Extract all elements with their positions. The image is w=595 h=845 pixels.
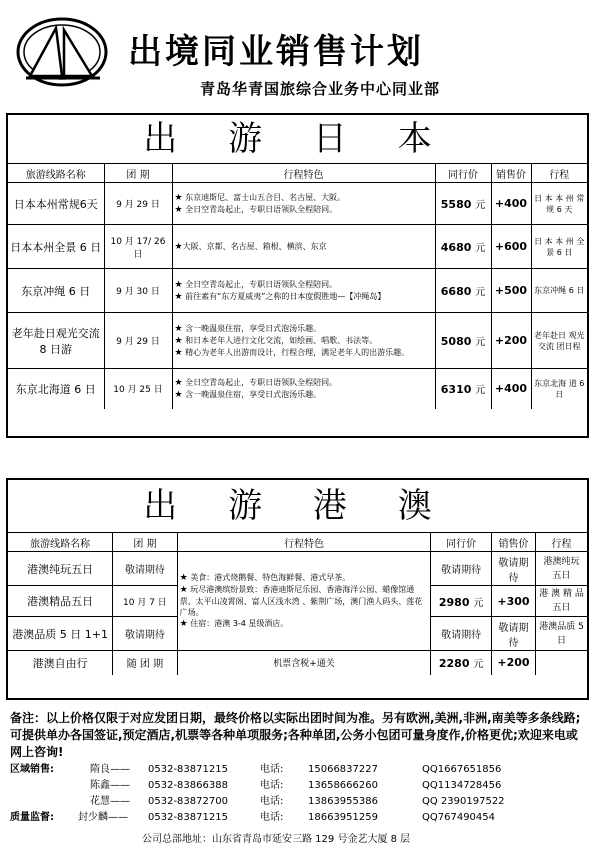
sale-price: +300 [491,586,535,617]
feature-text: 全日空青岛起止，专职日语领队全程陪同。 [185,377,338,387]
japan-section-title: 出 游 日 本 [8,115,587,164]
feature-text: 含一晚温泉住宿，享受日式泡汤乐趣。 [185,389,322,399]
japan-table [8,164,587,409]
hk-section-title: 出 游 港 澳 [8,480,587,533]
table-row [8,552,587,586]
peer-price: 6310 元 [435,369,491,409]
sale-price: +600 [491,225,531,269]
tour-date: 10 月 25 日 [104,369,172,409]
star-icon: ★ [174,279,183,290]
route-name: 老年赴日观光交流 8 日游 [8,313,104,369]
sale-price: 敬请期待 [491,552,535,586]
contact-row: 陈鑫—— 0532-83866388 电话: 13658666260 QQ1134728456 [90,780,502,791]
star-icon: ★ [174,291,183,302]
contact-row: 质量监督: 封少麟—— 0532-83871215 电话: 18663951259 QQ767490454 [10,812,496,823]
star-icon: ★ [174,377,183,388]
hk-macau-section [6,478,589,700]
feature-text: 精心为老年人出游而设计，行程合理，满足老年人的出游乐趣。 [185,347,410,357]
route-name: 东京冲绳 6 日 [8,269,104,313]
feature-text: 东京迪斯尼、富士山五合目、名古屋、大阪。 [185,192,346,202]
tour-date: 9 月 30 日 [104,269,172,313]
itinerary [536,651,587,675]
tour-date: 10 月 17/ 26 日 [104,225,172,269]
features [172,183,435,225]
table-row [8,651,587,675]
table-row [8,183,587,225]
route-name: 港澳自由行 [8,651,113,675]
table-header-row [8,164,587,183]
col-date: 团 期 [104,164,172,183]
feature-text: 玩尽港澳缤纷景致：香港迪斯尼乐园、香港海洋公园、蜡像馆通票、太平山凌霄阁、富人区浅水湾 、紫荆广场，澳门渔人码头、莲花广场。 [179,585,423,617]
route-name: 日本本州常规6天 [8,183,104,225]
features: 机票含税+通关 [177,651,431,675]
route-name: 港澳纯玩五日 [8,552,113,586]
col-sale-price: 销售价 [491,533,535,552]
table-row [8,225,587,269]
feature-text: 含一晚温泉住宿，享受日式泡汤乐趣。 [185,323,322,333]
col-route: 旅游线路名称 [8,164,104,183]
star-icon: ★ [179,585,188,595]
tour-date: 敬请期待 [113,552,177,586]
tour-date: 9 月 29 日 [104,313,172,369]
itinerary: 老年赴日 观光交流 团日程 [531,313,587,369]
itinerary: 港澳纯玩 五日 [536,552,587,586]
features [172,369,435,409]
sale-price: +400 [491,369,531,409]
japan-section [6,113,589,438]
table-row [8,269,587,313]
col-peer-price: 同行价 [435,164,491,183]
star-icon: ★ [179,619,188,629]
table-row [8,313,587,369]
company-logo-icon [16,16,108,88]
feature-text: 全日空青岛起止，专职日语领队全程陪同。 [185,279,338,289]
peer-price: 2980 元 [431,586,491,617]
remarks-note: 备注：以上价格仅限于对应发团日期，最终价格以实际出团时间为准。另有欧洲,美洲,非洲,南美等多条线路;可提供单办各国签证,预定酒店,机票等各种单项服务;各种单团,公务小包团可量身度作,价格更优;欢迎来电或网上咨询! [10,711,581,759]
col-features: 行程特色 [172,164,435,183]
col-date: 团 期 [113,533,177,552]
itinerary: 港澳品质 5 日 [536,617,587,651]
header [10,14,585,106]
route-name: 港澳精品五日 [8,586,113,617]
route-name: 东京北海道 6 日 [8,369,104,409]
itinerary: 日 本 本 州 全景 6 日 [531,225,587,269]
star-icon: ★ [174,347,183,358]
feature-text: 全日空青岛起止，专职日语领队全程陪同。 [185,204,338,214]
route-name: 港澳品质 5 日 1+1 [8,617,113,651]
star-icon: ★ [174,204,183,215]
col-itinerary: 行程 [531,164,587,183]
star-icon: ★ [174,389,183,400]
star-icon: ★ [174,323,183,334]
peer-price: 4680 元 [435,225,491,269]
peer-price: 敬请期待 [431,617,491,651]
peer-price: 6680 元 [435,269,491,313]
tour-date: 随 团 期 [113,651,177,675]
features [177,552,431,651]
sale-price: +200 [491,313,531,369]
peer-price: 5580 元 [435,183,491,225]
col-route: 旅游线路名称 [8,533,113,552]
page-subtitle: 青岛华青国旅综合业务中心同业部 [200,80,441,98]
contact-list [10,762,585,826]
feature-text: 和日本老年人进行文化交流，如绘画、唱歌、书法等。 [185,335,378,345]
itinerary: 港 澳 精 品 五日 [536,586,587,617]
peer-price: 2280 元 [431,651,491,675]
col-peer-price: 同行价 [431,533,491,552]
feature-text: 住宿：港澳 3-4 星级酒店。 [190,619,289,628]
star-icon: ★ [174,241,183,252]
contact-row: 花慧—— 0532-83872700 电话: 13863955386 QQ 2390197522 [90,796,505,807]
contact-row: 区域销售: 隋良—— 0532-83871215 电话: 15066837227 QQ1667651856 [10,764,502,775]
feature-text: 大阪、京都、名古屋、箱根、横滨、东京 [182,241,327,251]
star-icon: ★ [174,335,183,346]
col-itinerary: 行程 [536,533,587,552]
hk-table [8,533,587,675]
tour-date: 敬请期待 [113,617,177,651]
feature-text: 美食：港式烧鹅餐、特色海鲜餐、港式早茶。 [190,573,351,582]
itinerary: 日 本 本 州 常规 6 天 [531,183,587,225]
footer [10,710,585,845]
sale-price: +500 [491,269,531,313]
feature-text: 前往素有“东方夏威夷”之称的日本度假胜地—【冲绳岛】 [185,291,386,301]
peer-price: 敬请期待 [431,552,491,586]
features [172,269,435,313]
col-sale-price: 销售价 [491,164,531,183]
table-row [8,369,587,409]
table-header-row [8,533,587,552]
tour-date: 10 月 7 日 [113,586,177,617]
sale-price: +400 [491,183,531,225]
itinerary: 东京北海 道 6 日 [531,369,587,409]
route-name: 日本本州全景 6 日 [8,225,104,269]
tour-date: 9 月 29 日 [104,183,172,225]
star-icon: ★ [174,192,183,203]
col-features: 行程特色 [177,533,431,552]
star-icon: ★ [179,573,188,583]
sale-price: +200 [491,651,535,675]
company-address: 公司总部地址：山东省青岛市延安三路 129 号金艺大厦 8 层 [142,834,411,845]
page-title: 出境同业销售计划 [128,32,424,72]
features [172,225,435,269]
itinerary: 东京冲绳 6 日 [531,269,587,313]
sale-price: 敬请期待 [491,617,535,651]
features [172,313,435,369]
peer-price: 5080 元 [435,313,491,369]
